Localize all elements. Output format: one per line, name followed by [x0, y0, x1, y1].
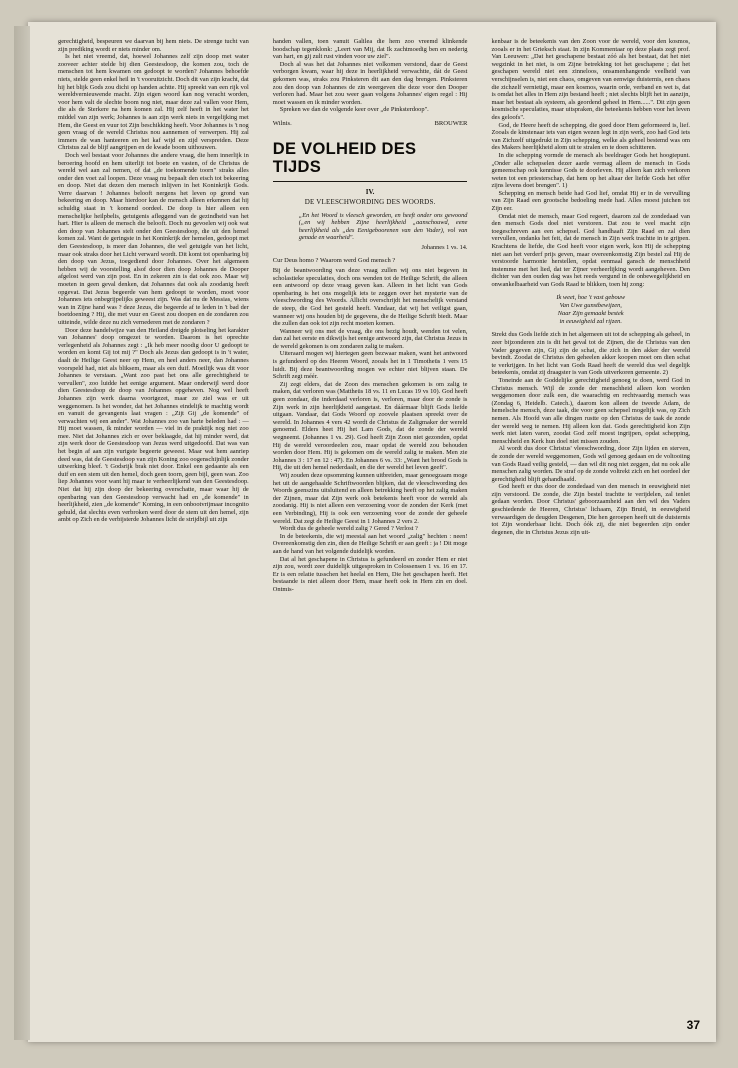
article-signature [273, 119, 468, 128]
signature-author: BROUWER [434, 119, 468, 127]
paragraph: Doch wel bestaat voor Johannes die andere vraag, die hem innerlijk in beroering hoofd en hem uiterlijt tot boete en vasten, of de Christus de wereld wel aan zal nemen, of dat „de toekomende toorn" straks alles onder den voet zal loopen. Deze vraag nu bepaalt den eisch tot bekeering en doop. Niet dat dezen den mensch inlijven in het Koninkrijk Gods. Verre daarvan ! Johannes belooft nergens het leven op grond van bekeering en doop. Maar hierdoor kan de mensch alleen erkennen dat hij schuldig staat in 't komend oordeel. De doop is hier alleen een menschelijke heilpbelis, getuigenis afleggend van de gezindheid van het hart. Hier is alleen de mensch die belooft. Doch nu gevoelen wij ook wat den doop van Johannes stelt onder den Geestesdoop, die uit den hemel komen zal. Want de geringste in het Koninkrijk der hemelen, gedoopt met den Geestesdoop, is meer dan Johannes, die wel getuigde van het licht, maar ook straks door het Licht verward wordt. Dit komt tot openbaring bij den doop van Jezus, toegediend door Johannes. Over het algemeen hebben wij de voorstelling alsof door dien doop Johannes de Dooper afgelost werd van zijn post. En in zekeren zin is dat ook zoo. Maar wij moeten in geen geval denken, dat Johannes dat ook als zoodanig heeft opgevat. Dat Jezus begeerde van hem gedoopt te worden, moet voor Johannes iets onbegrijpelijks geweest zijn. Was dat nu de Messias, wiens wan in Zijne hand was ? deze Jezus, die begeerde af te leden in 't bad der boetdoening ? Hij, die met vuur en Geest zou doopen en de zondaren zou uitteinde, wilde deze nu zich vernederen met de zondaren ? [58, 151, 249, 326]
column-three [491, 38, 700, 990]
page-number: 37 [686, 1018, 700, 1032]
paragraph: Door deze handelwijze van den Heiland dreigde plotseling het karakter van Johannes' doop omgezet te worden. Daarom is het oprechte verlegenheid als Johannes zegt : „Ik heb meer noodig door U gedoopt te worden en komt Gij tot mij ?" Doch als Jezus dan gedoopt is in 't water, daalt de Heilige Geest neer op Hem, en heel anders neer, dan Johannes voorspeld had, niet als bliksem, maar als een duif. Moeilijk was dit voor Johannes te verstaan. „Want zoo past het ons alle gerechtigheid te vervullen", zoo luidde het eenige argument. Maar onderwijl werd door dien Geestesdoop de doop van Johannes opgeheven. Nog wel heeft Johannes zijn werk daarna voortgezet, maar ze ziel was er uit weggenomen. Is het wonder, dat het Johannes eindelijk te machtig wordt en vanuit de gevangenis laat vragen : „Zijt Gij „de komende" of verwachten wij een ander". Wat Johannes zoo van harte beleden had : — Hij moet wassen, ik minder worden — viel in de praktijk nog niet zoo mee. Niet dat Johannes zich er over beklaagde, dat hij minder werd, dat zijn werk door de Geestesdoop van Jezus werd uitgedoofd. Dat was van het begin af aan zijn vurigste begeerte geweest. Maar wat hem aanriep deed was, dat de Geestesdoop van zijn Koning zoo oogenschijnlijk zonder uitwerking bleef. 't Godsrijk brak niet door. Enkel een gedaante als een duif en een stem uit den hemel, doch geen toorn, geen bijl, geen wan. Zoo liep Johannes voor want hij maar te verheerlijkend van den Geestesdoop. Niet dat hij zijn doop der bekeering overschatte, maar waar hij de openbaring van den Geestesdoop verwacht had en „de komende" in heerlijkheid, zien „de komende" Koming, in een onbootvrijmaar incognito gehuld, dat slechts even verbroken werd door de stem uit den hemel, zijn ambt op Zich en de verbijsterde Johannes licht de strijdbijl uit zijn [58, 326, 249, 524]
three-column-layout [58, 38, 700, 990]
scripture-reference: Johannes 1 vs. 14. [421, 243, 468, 251]
paragraph: gerechtigheid, bespeuren we daarvan bij hem niets. De strenge tucht van zijn prediking wordt er niets minder om. [58, 38, 249, 53]
scripture-quote: „En het Woord is vleesch geworden, en heeft onder ons gewoond („en wij hebben Zijne heerlijkheid „aanschouwd, eene heerlijkheid als „des Eenigeboorenen van den Vader), vol van genade en waarheid". [298, 211, 468, 242]
lead-question: Cur Deus homo ? Waarom werd God mensch ? [272, 257, 396, 265]
signature-place: Wilnis. [272, 119, 292, 127]
paragraph: Omdat niet de mensch, maar God regeert, daarom zal de zondedaad van den mensch Gods doel niet verstoren. Dat zou te veel macht zijn toegeschreven aan een schepsel. God handhaaft Zijn Raad en zal dien vervullen, ondanks het feit, dat de mensch in Zijn werk trachtte in te grijpen. Krachtens de liefde, die God heeft voor eigen werk, kon Hij de schepping niet aan het verderf prijs geven, maar overeenkomstig Zijn bestel zal Hij de verstoorde harmonie herstellen, opdat eenmaal gansch de menschheid instemme met het lied, dat ter Zijner verheerlijking wordt aangeheven. Den dichter van den ouden dag was het reeds vergund in de onbewegelijkheid en onwankelbaarheid van Gods Raad te blikken, toen hij zong: [491, 212, 690, 288]
paragraph: Dat al het geschapene in Christus is gefundeerd en zonder Hem er niet zijn zou, wordt zeer duidelijk uitgesproken in Colossensen 1 vs. 16 en 17. Er is een relatie tusschen het heelal en Hem, Die het geschapen heeft. Het bestaande is niet alleen door Hem, maar heeft ook in Hem zin en doel. Ontmis- [272, 555, 468, 593]
paragraph: kenbaar is de beteekenis van den Zoon voor de wereld, voor den kosmos, zooals er in het Grieksch staat. In zijn Kommentaar op deze plaats zegt prof. Van Leeuwen: „Dat het geschapene bestaat zóó als het bestaat, dat het niet wegzinkt in het niet, is om Zijne betrekking tot het geschapene ; dat het geschapen wereld niet een zinneloos, onsamenhangende veelheid van verschijnselen is, niet een chaos, omgeven van eenwige duisternis, een chaos die zichzelf vernietigt, maar een kosmos, waarin orde, verband en wet is, dat is omdat het alles in Hem zijn bestand heeft ; niet slechts blijft het in aanzijn, maar het bestaat als systeem, als geordend geheel in Hem......". Dit zijn geen kosmische speculaties, maar uitspraken, die beteekenis hebben voor het leven des geloofs". [491, 38, 691, 121]
paragraph: Strekt dus Gods liefde zich in het algemeen uit tot de schepping als geheel, in zeer bijzonderen zin is dit het geval tot de Zijnen, die de Christus van den Vader gegeven zijn, Gij zijn de schat, die zich in den akker der wereld bevindt. Zoodat de Christus den geheelen akker koopen moet om dien schat te verkrijgen. In het licht van Gods Raad heeft de wereld dus wel degelijk beteekenis, omdat zij draagster is van Gods uitverkoren gemeente. 2) [491, 331, 690, 377]
section-number: IV. [365, 187, 375, 196]
paragraph: Bij de beantwoording van deze vraag zullen wij ons niet begeven in scholastieke speculaties, doch ons wenden tot de Heilige Schrift, die alleen een antwoord op deze vraag geven kan. Alleen in het licht van Gods openbaring is het ons mogelijk iets te zeggen over het mysterie van de vleeschwording des Woords. Allicht overschrijdt het menschelijk verstand de steep, die God het gesteld heeft. Vandaar, dat wij het veiligst gaan, wanneer wij ons houden bij de gegevens, die de Heilige Schrift biedt. Maar die zullen dan ook tot zijn recht moeten komen. [272, 266, 468, 328]
section-subtitle: DE VLEESCHWORDING DES WOORDS. [304, 197, 436, 206]
paragraph: Is het niet vreemd, dat, hoewel Johannes zelf zijn doop met water zooveer achter stelde bij dien Geestesdoop, die komen zou, toch de menschen tot hem kwamen om gedoopt te worden? Johannes behoefde niets, stelde geen enkel heil in 't vooruitzicht. Doch dit van zijn kracht, dat hij het blijk Gods zou dichi op handen achtte. Hij spreekt van een rijk vol wereldvernieuwende macht. Zijn eigen woord kan nog veracht worden, voor hem valt de slechte boom nog niet, maar deze zal vallen voor Hem, die als de Sterkere na hem komen zal. Hij zelf heeft in het water het middel van zijn werk; Johannes is aan zijn werk niets in vergelijking met Hem, die Geest en vuur tot Zijn beschikking heeft. Voor Johannes is 't nog geen vraag of de wereld Christus nou aannemen of verwerpen. Hij zal immers de wan hanteeren en het kaf wijd en zijd verspreiden. Deze Christus zal de blijf aangrijpen en de kwade boom uithouwen. [58, 53, 249, 152]
paragraph: Spreken we dan de volgende keer over „de Pinksterdoop". [279, 106, 429, 114]
paragraph: God heeft er dus door de zondedaad van den mensch in eeuwigheid niet zijn verstoord. De zonde, die Zijn bestel trachtte te verijdelen, zal tenlet gedaan worden. Door Christus' geboorzaamheid aan den wil des Vaders geschiedende de Heeren, Christus' lichaam, Zijn Bruid, in eeuwigheid verwaardigen de deugden Desgenen, Die hen geroepen heeft uit de duisternis tot Zijn wonderbaar licht. Doch óók zij, die niet begeerden zijn onder degenen, die in Christus Jezus zijn uit- [491, 483, 690, 536]
paragraph: handen vallen, toen vanuit Galilea die hem zoo vreemd klinkende boodschap tegenklonk: „Leert van Mij, dat Ik zachtmoedig ben en nederig van hart, en gij zult rust vinden voor uw ziel". [272, 38, 468, 61]
paragraph: Doch al was het dat Johannes niet volkomen verstond, daar de Geest verborgen kwam, waar hij deze in heerlijkheid verwachtte, dát de Geest gekomen was, straks zou Pinksteren dit aan den dag brengen. Pinksteren zou den doop van Johannes de zin weergeven die deze voor den Dooper verloren had. Maar het zou weer gaan volgens Johannes' eigen regel : Hij moet wassen en ik minder worden. [272, 60, 468, 106]
column-one [58, 38, 259, 990]
poem-quote: Ik weet, hoe 't vast gebouw Van Uwe gunstbewijzen, Naar Zijn gemaakt bestek in eeuwigheid zal rijzen. [556, 293, 626, 326]
paragraph: Al wordt dus door Christus' vleeschwording, door Zijn lijden en sterven, de zonde der wereld weggenomen, Gods wil genoeg gedaan en de voltooiing van Gods Raad veilig gesteld, — dan wil dit nog niet zeggen, dat nu ook alle menschen zalig worden. De straf op de zonde voltrekt zich en het oordeel der gerechtigheid blijft gehandhaafd. [491, 445, 690, 483]
title-rule [273, 181, 468, 182]
paragraph: Wanneer wij ons met de vraag, die ons bezig houdt, wenden tot velen, dan zal het eerste en dikwijls het eenige antwoord zijn, dat Christus Jezus in de wereld gekomen is om zondaren zalig te maken. [272, 327, 468, 350]
paragraph: Wij zouden deze opsomming kunnen uitbreiden, maar genoegzaam moge het uit de aangehaalde Schriftwoorden blijken, dat de vleeschwording des Woords geenszins uitsluitend en alleen betrekking heeft op het zalig maken der Zijnen, maar dat Zijn werk ook betekenis heeft voor de wereld als zoodanig. Hij is niet alleen een verzoening voor de zonden der Kerk (met een Verbinding), Hij is ook een verzoening voor de zonde der geheele wereld. Dat zegt de Heilige Geest in 1 Johannes 2 vers 2. [272, 471, 468, 525]
paragraph: Toneinde aan de Goddelijke gerechtigheid genoeg te doen, werd God in Christus mensch. Wijl de zonde der menschheid alleen kon worden weggenomen door zulk een, die waarachtig en rechtvaardig mensch was (Zondag 6, Heidelb. Catech.), daarom kon alleen de tweede Adam, de hemelsche mensch, deze taak, die voor geen schepsel mogelijk was, op Zich nemen. Als Hoofd van alle dingen rustte op den Christus de taak de zonde der wereld weg te nemen. Hij alleen kon dat. Gods gerechtigheid kon Zijn werk niet laten varen, zoodat God zelf moest ingrijpen, opdat schepping, menschheid en Kerk hun doel niet missen zouden. [491, 376, 690, 445]
paragraph: Zij zegt elders, dat de Zoon des menschen gekomen is om zalig te maken, dat verloren was (Mattheüs 18 vs. 11 en Lucas 19 vs 10). God heeft geen zondaar, die inderdaad verloren is, verloren, maar door de zonde is Zijn werk in zijn heerlijkheid aangetast. En dáármaar blijft Gods liefde uitgaan. Vandaar, dat Gods Woord op zoovele plaatsen spreekt over de wereld. In Johannes 4 vers 42 wordt de Christus de Zaligmaker der wereld genoemd. Elders heet Hij het Lam Gods, dat de zonde der wereld wegneemt. (Johannes 1 vs. 29). God heeft Zijn Zoon niet gezonden, opdat Hij de wereld veroordeelen zou, maar opdat de wereld zou behouden worden door Hem. Hij is gekomen om de wereld zalig te maken. Men zie Johannes 3 : 17 en 12 : 47). En Johannes 6 vs. 33: „Want het brood Gods is Hij, die uit den hemel nederdaalt, en die der wereld het leven geeft". [272, 380, 468, 472]
paragraph: In de beteekenis, die wij meestal aan het woord „zalig" hechten : neen! Overeenkomstig den zin, dien de Heilige Schrift er aan geeft : ja ! Dit moge aan de hand van het volgende duidelijk worden. [272, 532, 468, 555]
paragraph: Schepping en mensch beide had God lief, omdat Hij er in de vervulling van Zijn Raad een grootsche bedoeling mede had. Alles moest juichen tot Zijn eer. [491, 189, 690, 213]
paragraph: Wordt dus de geheele wereld zalig ? Gered ? Verlost ? [279, 525, 418, 533]
paragraph: In die schepping vormde de mensch als beeldrager Gods het hoogtepunt. „Onder alle schepselen dezer aarde vermag alleen de mensch in Gods gemeenschap ook kennisse Gods te doorleven. Hij alleen kan zich verkoren weten tot een priesterschap, dat hem op het altaar der liefde Gods het offer zijns levens doet brengen". 1) [491, 151, 690, 190]
article-title: DE VOLHEID DES TIJDS [272, 139, 417, 176]
page-edge-shadow [14, 26, 30, 1040]
page-content [58, 38, 700, 1032]
paragraph: Uiteraard mogen wij hiertegen geen bezwaar maken, want het antwoord is gefundeerd op des Heeren Woord, zooals het in 1 Timotheüs 1 vers 15 luidt. Bij deze beantwoording mogen we echter niet blijven staan. De Schrift zegt méér. [272, 350, 468, 381]
paragraph: God, de Heere heeft de schepping, die goed door Hem geformeerd is, lief. Zooals de kinstenaar iets van eigen wezen legt in zijn werk, zoo had God iets van Zichzelf uitgedrukt in Zijn schepping, welke als geheel bestemd was om des Makers heerlijkheid alom uit te stralen en te doen schitteren. [491, 121, 690, 152]
column-two [273, 38, 478, 990]
